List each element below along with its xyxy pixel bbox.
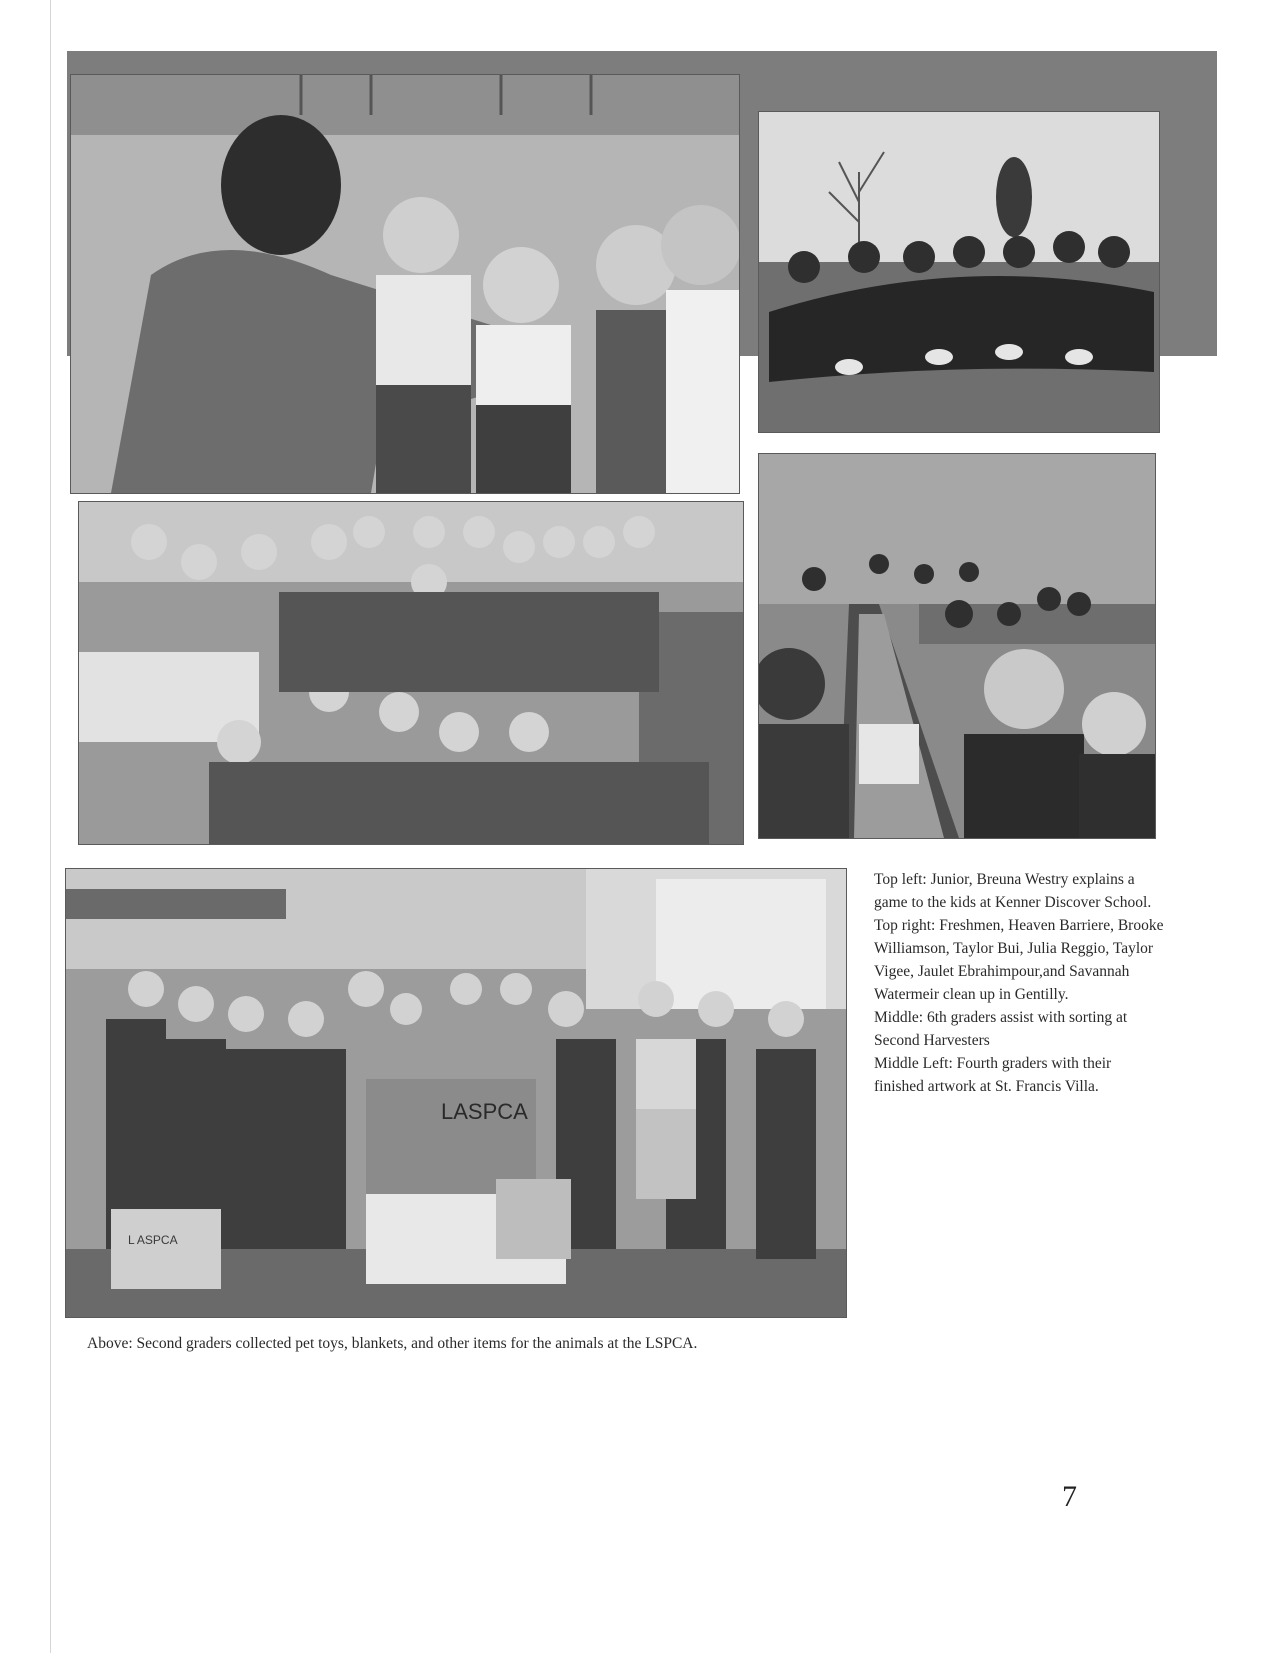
caption-above: Above: Second graders collected pet toys, blankets, and other items for the animals at the LSPCA.: [87, 1335, 698, 1352]
binding-line: [50, 0, 51, 1653]
caption-middle: Middle: 6th graders assist with sorting at Second Harvesters: [874, 1009, 1128, 1049]
photo-middle-left: [78, 501, 744, 845]
photo-bottom: [65, 868, 847, 1318]
box-label-small: L ASPCA: [128, 1233, 178, 1247]
caption-top-right: Top right: Freshmen, Heaven Barriere, Brooke Williamson, Taylor Bui, Julia Reggio, Taylor Vigee, Jaulet Ebrahimpour,and Savannah Watermeir clean up in Gentilly.: [874, 917, 1164, 1003]
caption-block: [874, 868, 1164, 1098]
photo-middle-right: [758, 453, 1156, 839]
page-number: 7: [1062, 1480, 1077, 1513]
box-label-lspca: LASPCA: [441, 1099, 528, 1124]
photo-top-left: [70, 74, 740, 494]
caption-middle-left: Middle Left: Fourth graders with their finished artwork at St. Francis Villa.: [874, 1055, 1112, 1095]
photo-top-right: [758, 111, 1160, 433]
caption-top-left: Top left: Junior, Breuna Westry explains a game to the kids at Kenner Discover School.: [874, 871, 1152, 911]
